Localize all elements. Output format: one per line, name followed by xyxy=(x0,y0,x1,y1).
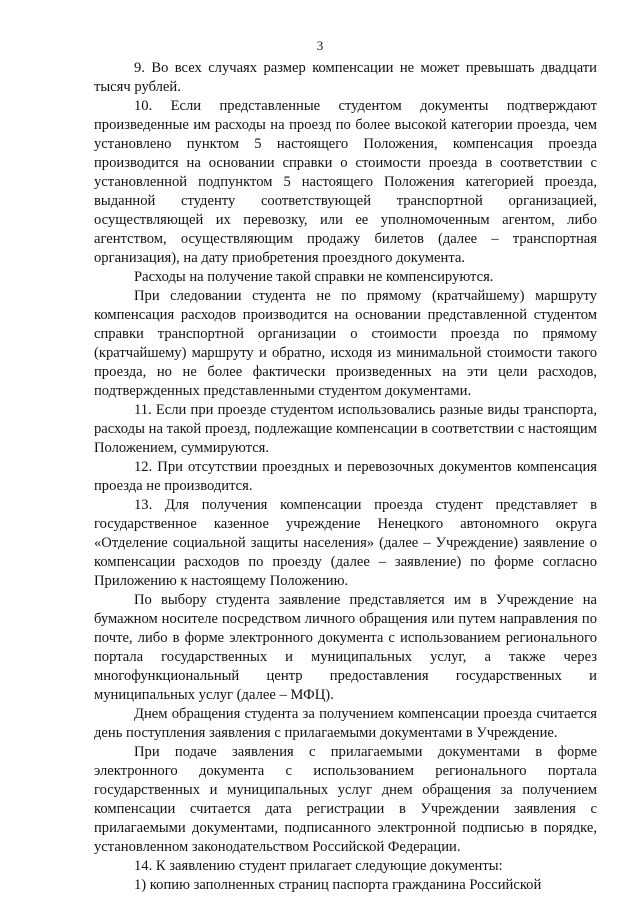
paragraph-13: 13. Для получения компенсации проезда студент представляет в государственное казенное учреждение Ненецкого автономного округа «Отделение социальной защиты населения» (далее – Учреждение) заявление о компенсации расходов по проезду (далее – заявление) по форме согласно Приложению к настоящему Положению. xyxy=(94,497,597,589)
page-number: 3 xyxy=(316,38,324,53)
paragraph-indirect-route: При следовании студента не по прямому (кратчайшему) маршруту компенсация расходов производится на основании представленной студентом справки транспортной организации о стоимости проезда по прямому (кратчайшему) маршруту и обратно, исходя из минимальной стоимости такого проезда, но не более фактически произведенных на эти цели расходов, подтвержденных представленными студентом документами. xyxy=(94,288,597,399)
paragraph-14: 14. К заявлению студент прилагает следующие документы: xyxy=(134,858,503,874)
paragraph-submission-methods: По выбору студента заявление представляется им в Учреждение на бумажном носителе посредством личного обращения или путем направления по почте, либо в форме электронного документа с использованием регионального портала государственных и муниципальных услуг, а также через многофункциональный центр предоставления государственных и муниципальных услуг (далее – МФЦ). xyxy=(94,592,597,703)
paragraph-10: 10. Если представленные студентом документы подтверждают произведенные им расходы на проезд по более высокой категории проезда, чем установлено пунктом 5 настоящего Положения, компенсация проезда производится на основании справки о стоимости проезда в соответствии с установленной подпунктом 5 настоящего Положения категорией проезда, выданной студенту соответствующей транспортной организацией, осуществляющей их перевозку, или ее уполномоченным агентом, либо агентством, осуществляющим продажу билетов (далее – транспортная организация), на дату приобретения проездного документа. xyxy=(94,98,597,266)
document-body xyxy=(94,59,597,895)
paragraph-14-item-1: 1) копию заполненных страниц паспорта гражданина Российской xyxy=(134,877,542,893)
paragraph-12: 12. При отсутствии проездных и перевозочных документов компенсация проезда не производится. xyxy=(94,459,597,494)
paragraph-electronic-submission: При подаче заявления с прилагаемыми документами в форме электронного документа с использованием регионального портала государственных и муниципальных услуг днем обращения за получением компенсации считается дата регистрации в Учреждении заявления с прилагаемыми документами, подписанного электронной подписью в порядке, установленном законодательством Российской Федерации. xyxy=(94,744,597,855)
paragraph-11: 11. Если при проезде студентом использовались разные виды транспорта, расходы на такой проезд, подлежащие компенсации в соответствии с настоящим Положением, суммируются. xyxy=(94,402,597,456)
paragraph-9: 9. Во всех случаях размер компенсации не может превышать двадцати тысяч рублей. xyxy=(94,60,597,95)
paragraph-application-day: Днем обращения студента за получением компенсации проезда считается день поступления заявления с прилагаемыми документами в Учреждение. xyxy=(94,706,597,741)
paragraph-certificate-costs: Расходы на получение такой справки не компенсируются. xyxy=(134,269,494,285)
